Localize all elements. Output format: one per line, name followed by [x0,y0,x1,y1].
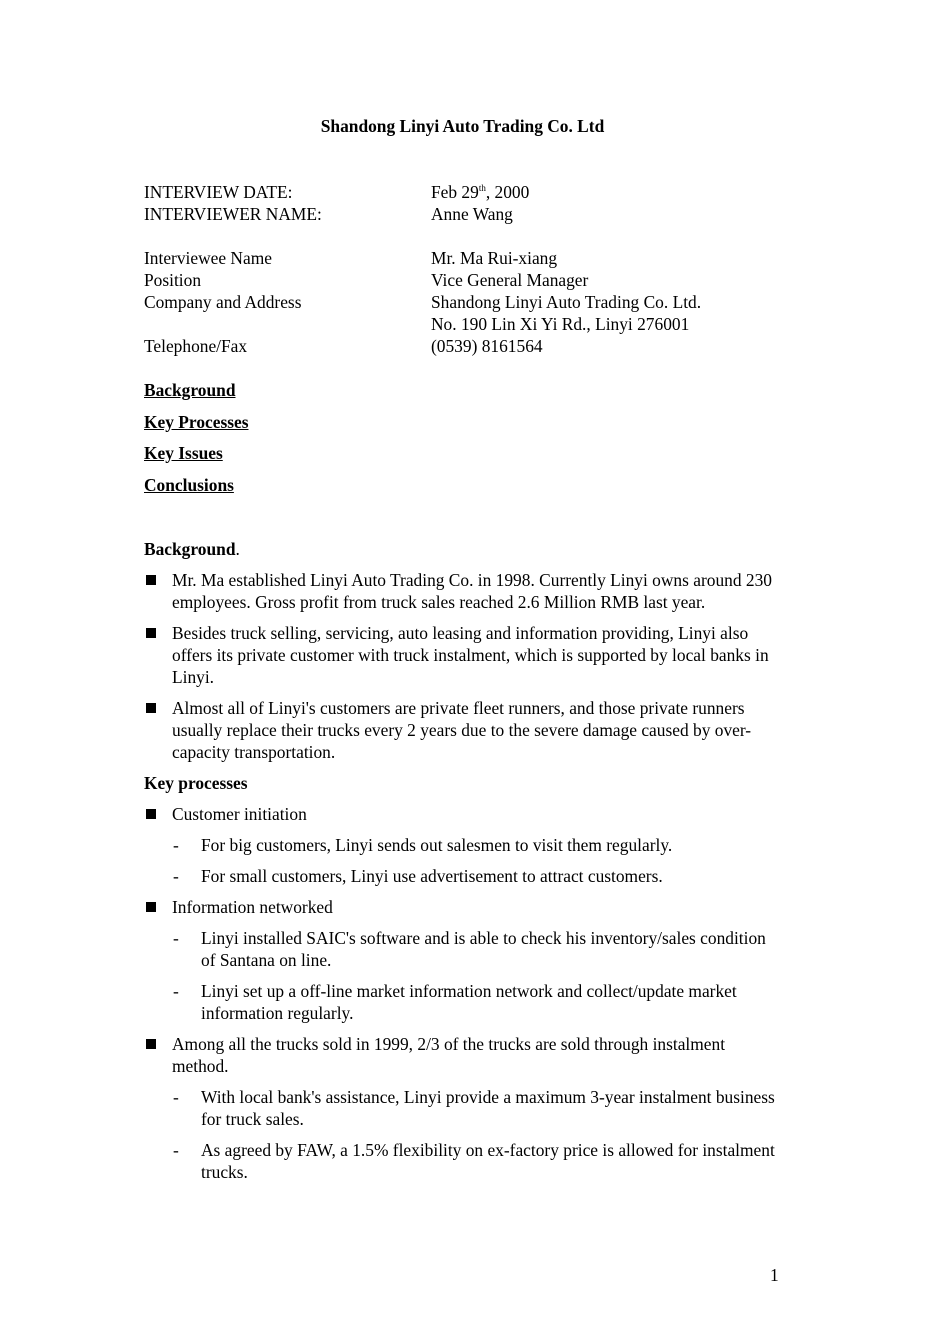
interviewer-name-value: Anne Wang [431,204,513,224]
list-item: Besides truck selling, servicing, auto leasing and information providing, Linyi also offers its private customer with truck instalment, which is supported by local banks in Linyi. [144,622,784,688]
company-label: Company and Address [144,292,302,312]
square-bullet-icon [146,575,156,585]
sub-list-item: - Linyi set up a off-line market information network and collect/update market information regularly. [173,981,737,1023]
company-value: Shandong Linyi Auto Trading Co. Ltd. [431,292,702,312]
address-value: No. 190 Lin Xi Yi Rd., Linyi 276001 [431,314,690,334]
page-number: 1 [770,1265,779,1285]
sub-list-item: - For big customers, Linyi sends out salesmen to visit them regularly. [173,835,673,855]
link-key-processes[interactable]: Key Processes [144,411,249,432]
list-item: Mr. Ma established Linyi Auto Trading Co. in 1998. Currently Linyi owns around 230 employees. Gross profit from truck sales reached 2.6 Million RMB last year. [144,569,784,613]
dash-bullet-icon: - [173,928,179,948]
document-body [144,538,784,1192]
sub-list-item: - As agreed by FAW, a 1.5% flexibility on ex-factory price is allowed for instalment trucks. [173,1140,775,1182]
interviewer-name-label: INTERVIEWER NAME: [144,204,322,224]
dash-bullet-icon: - [173,981,179,1001]
section-links [144,379,248,505]
telephone-value: (0539) 8161564 [431,336,543,356]
list-item: Almost all of Linyi's customers are private fleet runners, and those private runners usually replace their trucks every 2 years due to the severe damage caused by over-capacity transportation. [144,697,784,763]
dash-bullet-icon: - [173,1140,179,1160]
telephone-label: Telephone/Fax [144,336,248,356]
link-background[interactable]: Background [144,380,236,400]
interview-info [144,181,844,225]
document-title: Shandong Linyi Auto Trading Co. Ltd [320,116,605,136]
link-conclusions[interactable]: Conclusions [144,474,234,495]
square-bullet-icon [146,703,156,713]
square-bullet-icon [146,902,156,912]
sub-list-item: - For small customers, Linyi use advertisement to attract customers. [173,866,663,886]
sub-list-item: - With local bank's assistance, Linyi provide a maximum 3-year instalment business for truck sales. [173,1087,775,1129]
square-bullet-icon [146,628,156,638]
interview-date-label: INTERVIEW DATE: [144,182,293,202]
dash-bullet-icon: - [173,1087,179,1107]
dash-bullet-icon: - [173,866,179,886]
interviewee-info [144,247,844,357]
square-bullet-icon [146,809,156,819]
square-bullet-icon [146,1039,156,1049]
interviewee-name-label: Interviewee Name [144,248,272,268]
key-processes-heading: Key processes [144,773,248,793]
position-label: Position [144,270,202,290]
dash-bullet-icon: - [173,835,179,855]
link-key-issues[interactable]: Key Issues [144,443,223,463]
list-item: Information networked [144,896,784,918]
position-value: Vice General Manager [431,270,589,290]
background-heading: Background. [144,539,240,559]
sub-list-item: - Linyi installed SAIC's software and is able to check his inventory/sales condition of Santana on line. [173,928,766,970]
list-item: Customer initiation [144,803,784,825]
list-item: Among all the trucks sold in 1999, 2/3 of the trucks are sold through instalment method. [144,1033,784,1077]
interviewee-name-value: Mr. Ma Rui-xiang [431,248,558,268]
interview-date-value: Feb 29th, 2000 [431,182,530,202]
